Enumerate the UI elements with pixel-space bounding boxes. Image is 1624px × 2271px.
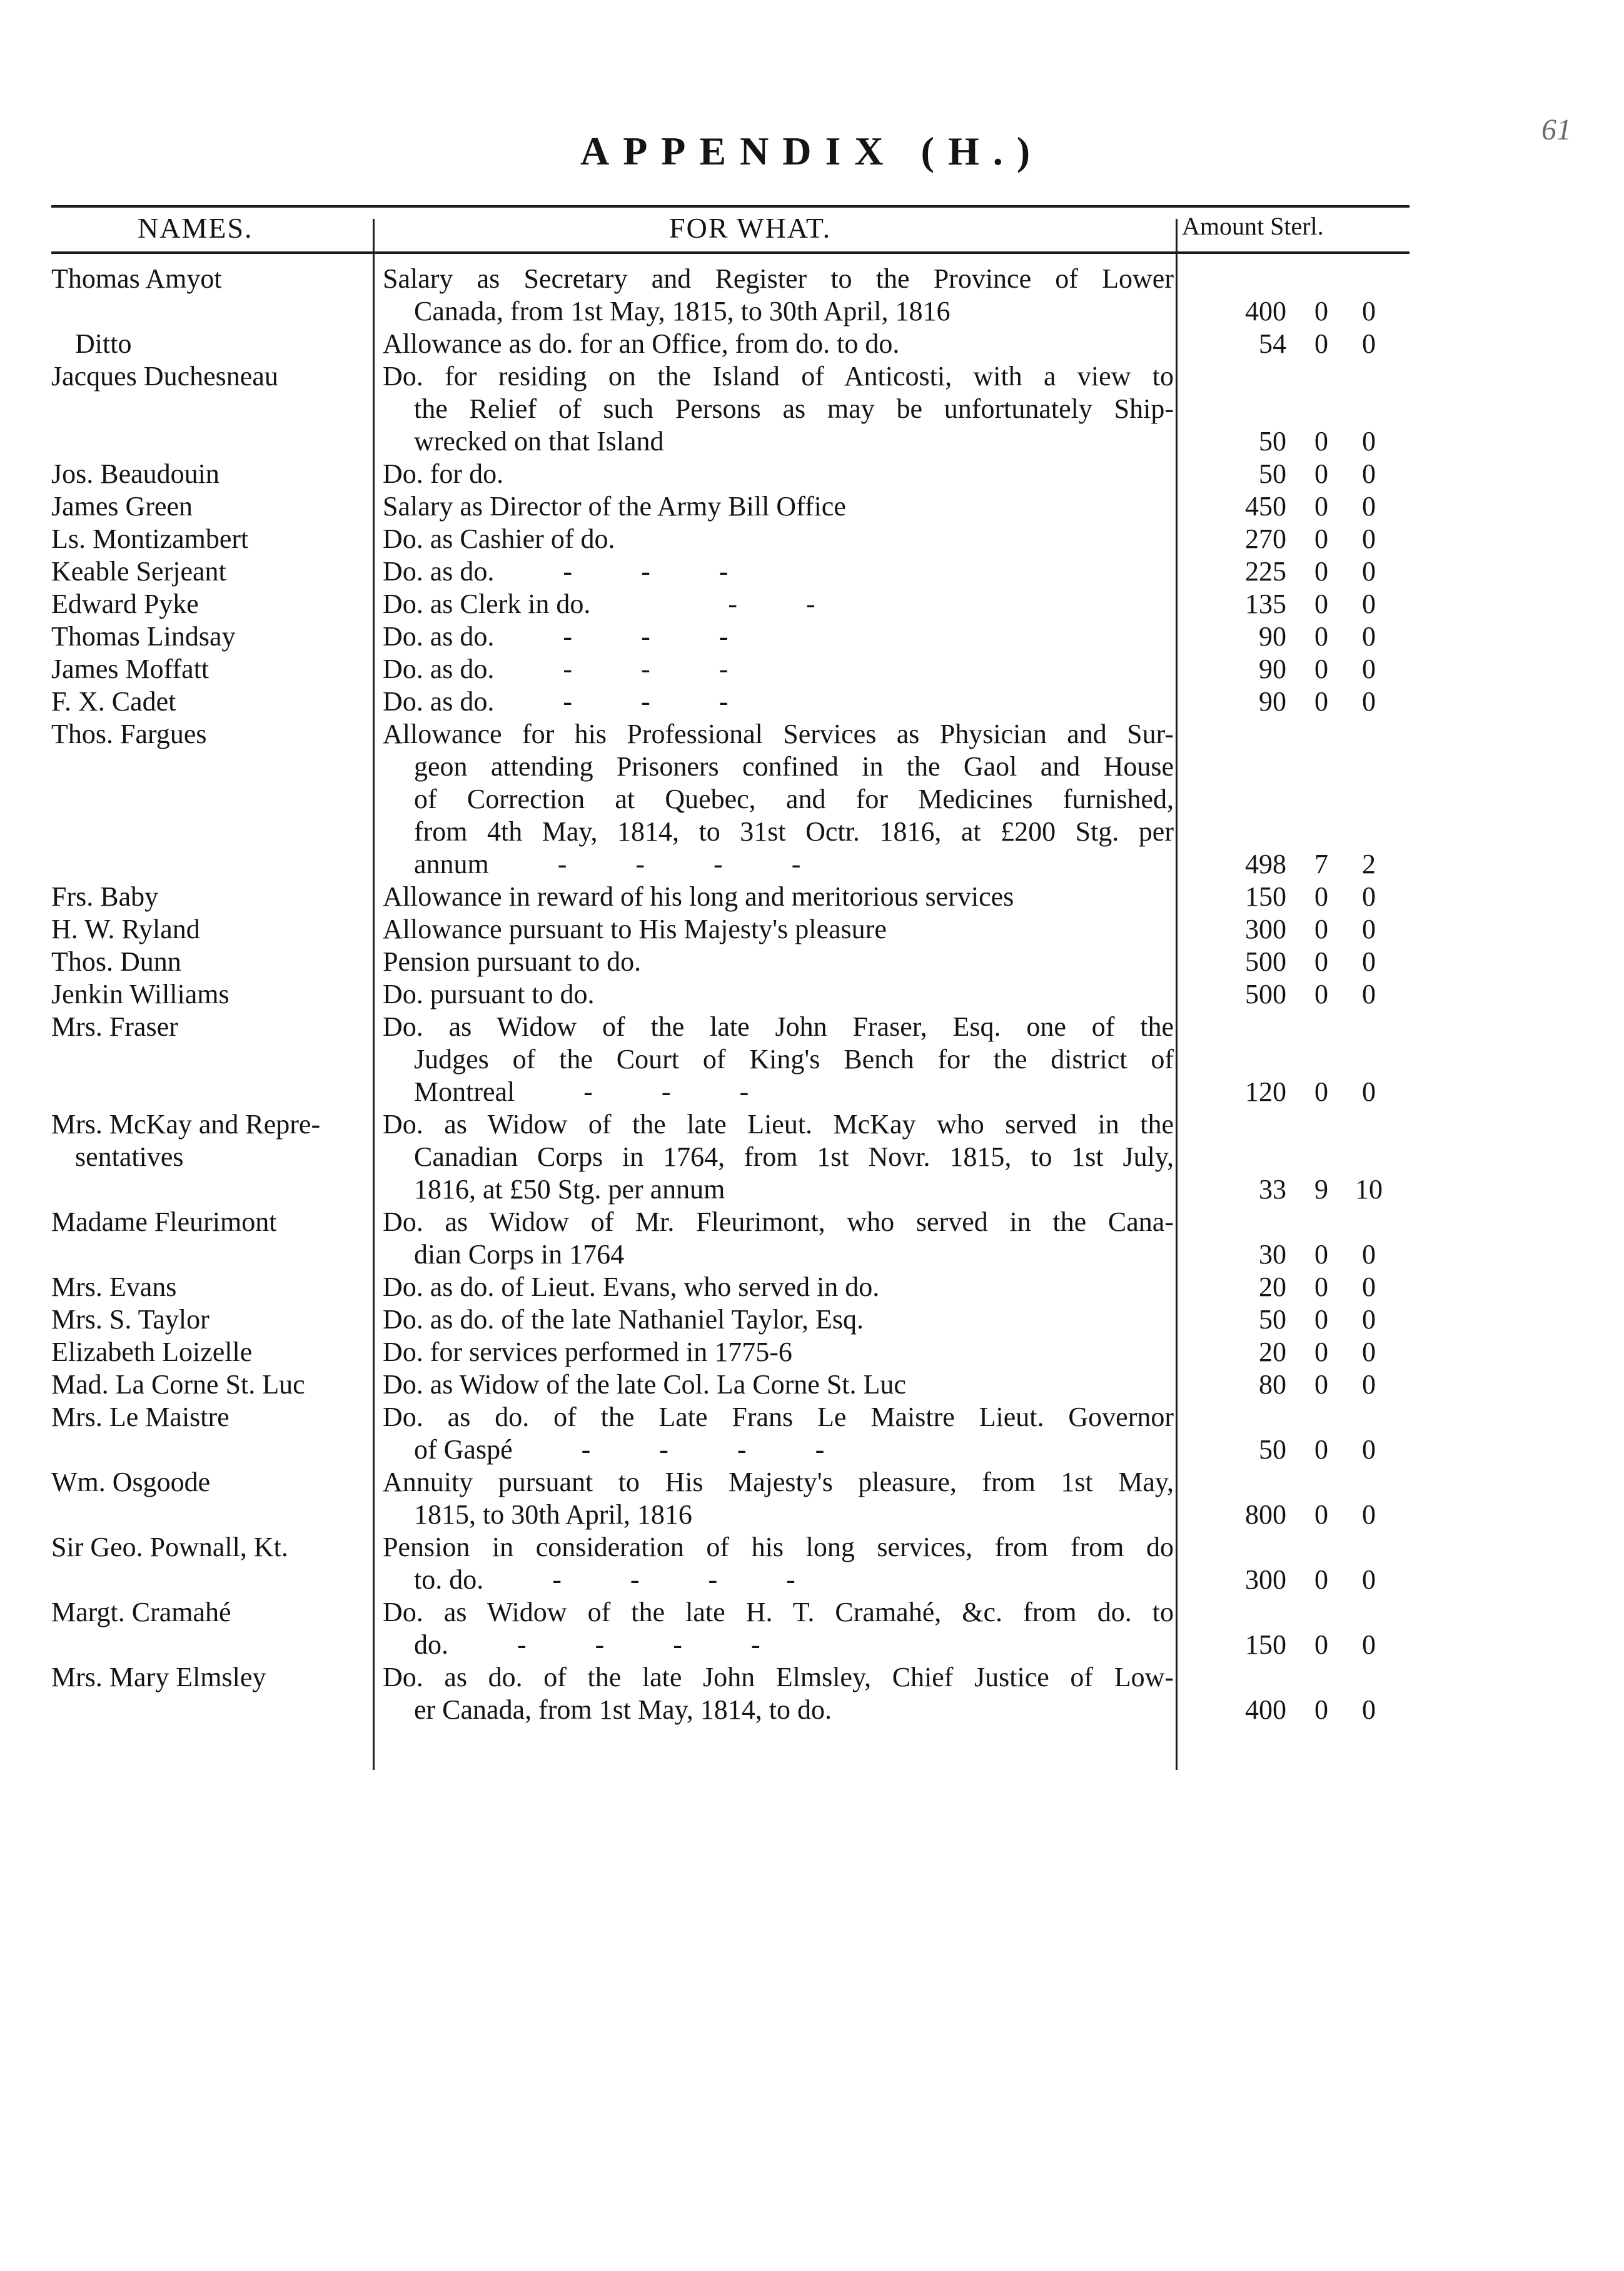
amount-pounds: 400 bbox=[1245, 296, 1286, 326]
amount-pounds: 50 bbox=[1259, 426, 1286, 457]
payment-description bbox=[383, 1466, 1174, 1531]
amount-pence: 0 bbox=[1362, 426, 1376, 457]
payee-name-line: James Moffatt bbox=[51, 654, 209, 684]
amount-shillings: 0 bbox=[1314, 1304, 1328, 1335]
payment-description-line: of Gaspé - - - - bbox=[414, 1434, 825, 1465]
amount-pence: 2 bbox=[1362, 849, 1376, 879]
payment-description-line: Do. as do. of the Late Frans Le Maistre Lieut. Governor bbox=[383, 1402, 1174, 1432]
payment-description-line: Do. as Widow of the late John Fraser, Esq. one of the bbox=[383, 1011, 1174, 1042]
header-amount-sterling: Amount Sterl. bbox=[1182, 212, 1324, 240]
payment-description-line: Do. pursuant to do. bbox=[383, 979, 595, 1009]
payee-name-line: Thos. Fargues bbox=[51, 719, 207, 749]
amount-pounds: 90 bbox=[1259, 621, 1286, 652]
payment-description-line: Allowance for his Professional Services as Physician and Sur- bbox=[383, 719, 1174, 749]
payment-description bbox=[383, 523, 1174, 555]
payee-name-line: Thomas Lindsay bbox=[51, 621, 236, 652]
header-for-what: FOR WHAT. bbox=[669, 212, 832, 244]
amount-pence: 0 bbox=[1362, 979, 1376, 1009]
amount-sterling bbox=[1191, 620, 1566, 653]
payment-description-line: Canada, from 1st May, 1815, to 30th April, 1816 bbox=[414, 296, 951, 326]
amount-pence: 0 bbox=[1362, 1694, 1376, 1725]
amount-pounds: 300 bbox=[1245, 1564, 1286, 1595]
amount-pounds: 300 bbox=[1245, 914, 1286, 944]
payee-name bbox=[51, 458, 367, 490]
payee-name bbox=[51, 1531, 367, 1564]
payment-description bbox=[383, 588, 1174, 620]
amount-pence: 0 bbox=[1362, 1239, 1376, 1270]
payee-name bbox=[51, 555, 367, 588]
payment-description bbox=[383, 1206, 1174, 1271]
payment-description bbox=[383, 1108, 1174, 1206]
payee-name bbox=[51, 1336, 367, 1368]
payee-name-line: Mrs. Fraser bbox=[51, 1011, 178, 1042]
amount-sterling bbox=[1191, 978, 1566, 1011]
amount-sterling bbox=[1191, 1173, 1566, 1206]
amount-shillings: 9 bbox=[1314, 1174, 1328, 1205]
payment-description bbox=[383, 360, 1174, 458]
payment-description bbox=[383, 328, 1174, 360]
payee-name-line: Sir Geo. Pownall, Kt. bbox=[51, 1532, 288, 1562]
payment-description-line: Do. as Clerk in do. - - bbox=[383, 589, 815, 619]
amount-pence: 0 bbox=[1362, 1499, 1376, 1530]
header-names: NAMES. bbox=[138, 212, 253, 244]
amount-pence: 0 bbox=[1362, 1434, 1376, 1465]
header-top-rule bbox=[51, 205, 1410, 208]
payee-name-line: Margt. Cramahé bbox=[51, 1597, 231, 1627]
amount-pounds: 500 bbox=[1245, 946, 1286, 977]
page-title: APPENDIX (H.) bbox=[580, 129, 1044, 173]
amount-shillings: 0 bbox=[1314, 1076, 1328, 1107]
payee-name bbox=[51, 263, 367, 295]
amount-sterling bbox=[1191, 685, 1566, 718]
amount-shillings: 0 bbox=[1314, 1564, 1328, 1595]
payee-name bbox=[51, 523, 367, 555]
payee-name bbox=[51, 588, 367, 620]
amount-sterling bbox=[1191, 1336, 1566, 1368]
amount-sterling bbox=[1191, 1238, 1566, 1271]
payee-name bbox=[51, 490, 367, 523]
payment-description-line: Allowance in reward of his long and meritorious services bbox=[383, 881, 1014, 912]
payee-name bbox=[51, 1661, 367, 1694]
payment-description-line: Do. as do. of Lieut. Evans, who served in do. bbox=[383, 1272, 880, 1302]
payee-name-line: sentatives bbox=[75, 1141, 184, 1172]
payment-description-line: Canadian Corps in 1764, from 1st Novr. 1815, to 1st July, bbox=[414, 1141, 1174, 1172]
payment-description bbox=[383, 1596, 1174, 1661]
amount-pounds: 80 bbox=[1259, 1369, 1286, 1400]
payee-name-line: Thos. Dunn bbox=[51, 946, 181, 977]
amount-pounds: 135 bbox=[1245, 589, 1286, 619]
amount-pounds: 450 bbox=[1245, 491, 1286, 522]
amount-sterling bbox=[1191, 490, 1566, 523]
payment-description bbox=[383, 1271, 1174, 1303]
amount-pounds: 400 bbox=[1245, 1694, 1286, 1725]
amount-pounds: 50 bbox=[1259, 1434, 1286, 1465]
amount-sterling bbox=[1191, 555, 1566, 588]
amount-sterling bbox=[1191, 1434, 1566, 1466]
payee-name bbox=[51, 946, 367, 978]
amount-pence: 0 bbox=[1362, 1564, 1376, 1595]
payee-name-line: Ditto bbox=[75, 328, 132, 359]
payee-name bbox=[51, 685, 367, 718]
amount-shillings: 0 bbox=[1314, 1629, 1328, 1660]
amount-sterling bbox=[1191, 1368, 1566, 1401]
amount-sterling bbox=[1191, 1076, 1566, 1108]
amount-pounds: 90 bbox=[1259, 686, 1286, 717]
amount-pounds: 90 bbox=[1259, 654, 1286, 684]
payment-description-line: the Relief of such Persons as may be unfortunately Ship- bbox=[414, 393, 1174, 424]
payee-name bbox=[51, 653, 367, 685]
payment-description-line: Annuity pursuant to His Majesty's pleasure, from 1st May, bbox=[383, 1467, 1174, 1497]
payment-description bbox=[383, 685, 1174, 718]
payee-name-line: Mrs. Evans bbox=[51, 1272, 177, 1302]
amount-sterling bbox=[1191, 425, 1566, 458]
amount-sterling bbox=[1191, 458, 1566, 490]
payment-description-line: Do. as do. - - - bbox=[383, 654, 729, 684]
payee-name bbox=[51, 881, 367, 913]
amount-pence: 0 bbox=[1362, 589, 1376, 619]
payment-description bbox=[383, 1336, 1174, 1368]
payee-name bbox=[51, 1596, 367, 1629]
amount-pence: 0 bbox=[1362, 296, 1376, 326]
amount-pence: 0 bbox=[1362, 686, 1376, 717]
amount-pence: 0 bbox=[1362, 1304, 1376, 1335]
amount-sterling bbox=[1191, 1564, 1566, 1596]
amount-sterling bbox=[1191, 1499, 1566, 1531]
payment-description bbox=[383, 458, 1174, 490]
amount-shillings: 0 bbox=[1314, 589, 1328, 619]
payment-description bbox=[383, 653, 1174, 685]
amount-sterling bbox=[1191, 1303, 1566, 1336]
payee-name bbox=[51, 1108, 367, 1173]
payment-description-line: Salary as Director of the Army Bill Office bbox=[383, 491, 846, 522]
payee-name-line: Keable Serjeant bbox=[51, 556, 226, 587]
payee-name-line: Jacques Duchesneau bbox=[51, 361, 278, 392]
amount-pounds: 225 bbox=[1245, 556, 1286, 587]
amount-pence: 0 bbox=[1362, 491, 1376, 522]
amount-shillings: 0 bbox=[1314, 1239, 1328, 1270]
amount-pounds: 20 bbox=[1259, 1337, 1286, 1367]
payment-description-line: Do. for services performed in 1775-6 bbox=[383, 1337, 792, 1367]
amount-shillings: 0 bbox=[1314, 1499, 1328, 1530]
amount-pounds: 270 bbox=[1245, 523, 1286, 554]
payee-name-line: Mrs. Le Maistre bbox=[51, 1402, 229, 1432]
amount-pence: 0 bbox=[1362, 1272, 1376, 1302]
payee-name-line: Frs. Baby bbox=[51, 881, 159, 912]
amount-shillings: 0 bbox=[1314, 556, 1328, 587]
amount-sterling bbox=[1191, 1629, 1566, 1661]
payment-description-line: Do. as Widow of Mr. Fleurimont, who served in the Cana- bbox=[383, 1206, 1174, 1237]
payment-description bbox=[383, 1661, 1174, 1726]
payment-description bbox=[383, 1011, 1174, 1108]
amount-pounds: 50 bbox=[1259, 1304, 1286, 1335]
amount-pounds: 120 bbox=[1245, 1076, 1286, 1107]
amount-shillings: 7 bbox=[1314, 849, 1328, 879]
amount-sterling bbox=[1191, 523, 1566, 555]
amount-pounds: 54 bbox=[1259, 328, 1286, 359]
amount-shillings: 0 bbox=[1314, 1369, 1328, 1400]
payment-description-line: Allowance as do. for an Office, from do. to do. bbox=[383, 328, 900, 359]
payee-name bbox=[51, 328, 367, 360]
payment-description bbox=[383, 263, 1174, 328]
amount-shillings: 0 bbox=[1314, 328, 1328, 359]
amount-sterling bbox=[1191, 653, 1566, 685]
payment-description-line: dian Corps in 1764 bbox=[414, 1239, 625, 1270]
payment-description bbox=[383, 555, 1174, 588]
payment-description-line: do. - - - - bbox=[414, 1629, 760, 1660]
amount-pounds: 800 bbox=[1245, 1499, 1286, 1530]
payment-description bbox=[383, 718, 1174, 881]
payment-description bbox=[383, 490, 1174, 523]
payment-description-line: Do. as Widow of the late Col. La Corne St. Luc bbox=[383, 1369, 906, 1400]
payment-description-line: Do. as do. - - - bbox=[383, 686, 729, 717]
payment-description-line: Do. as Widow of the late H. T. Cramahé, &c. from do. to bbox=[383, 1597, 1174, 1627]
payment-description-line: Pension pursuant to do. bbox=[383, 946, 642, 977]
payment-description-line: Salary as Secretary and Register to the Province of Lower bbox=[383, 263, 1174, 294]
amount-pence: 0 bbox=[1362, 621, 1376, 652]
amount-pence: 0 bbox=[1362, 654, 1376, 684]
amount-pence: 0 bbox=[1362, 1369, 1376, 1400]
payee-name-line: F. X. Cadet bbox=[51, 686, 176, 717]
amount-shillings: 0 bbox=[1314, 881, 1328, 912]
payment-description-line: Allowance pursuant to His Majesty's pleasure bbox=[383, 914, 887, 944]
amount-shillings: 0 bbox=[1314, 491, 1328, 522]
amount-pounds: 150 bbox=[1245, 881, 1286, 912]
amount-pence: 0 bbox=[1362, 556, 1376, 587]
payee-name bbox=[51, 360, 367, 393]
payee-name-line: Mad. La Corne St. Luc bbox=[51, 1369, 305, 1400]
payee-name-line: Ls. Montizambert bbox=[51, 523, 249, 554]
payment-description-line: 1816, at £50 Stg. per annum bbox=[414, 1174, 725, 1205]
amount-pence: 0 bbox=[1362, 1076, 1376, 1107]
amount-pounds: 50 bbox=[1259, 458, 1286, 489]
payee-name-line: Madame Fleurimont bbox=[51, 1206, 277, 1237]
payment-description bbox=[383, 1531, 1174, 1596]
payee-name-line: Jenkin Williams bbox=[51, 979, 229, 1009]
payment-description bbox=[383, 946, 1174, 978]
amount-pounds: 500 bbox=[1245, 979, 1286, 1009]
amount-pence: 0 bbox=[1362, 328, 1376, 359]
payee-name-line: Elizabeth Loizelle bbox=[51, 1337, 253, 1367]
amount-pence: 0 bbox=[1362, 946, 1376, 977]
payee-name bbox=[51, 620, 367, 653]
payment-description-line: Do. for residing on the Island of Anticosti, with a view to bbox=[383, 361, 1174, 392]
payee-name-line: Mrs. McKay and Repre- bbox=[51, 1109, 321, 1140]
payee-name bbox=[51, 913, 367, 946]
payment-description-line: from 4th May, 1814, to 31st Octr. 1816, at £200 Stg. per bbox=[414, 816, 1174, 847]
amount-shillings: 0 bbox=[1314, 654, 1328, 684]
payment-description-line: to. do. - - - - bbox=[414, 1564, 795, 1595]
payee-name-line: Thomas Amyot bbox=[51, 263, 222, 294]
amount-pence: 0 bbox=[1362, 458, 1376, 489]
amount-pounds: 498 bbox=[1245, 849, 1286, 879]
payment-description bbox=[383, 978, 1174, 1011]
payee-name bbox=[51, 1206, 367, 1238]
amount-shillings: 0 bbox=[1314, 426, 1328, 457]
names-column-divider bbox=[373, 219, 375, 1770]
payment-description-line: of Correction at Quebec, and for Medicines furnished, bbox=[414, 784, 1174, 814]
amount-shillings: 0 bbox=[1314, 296, 1328, 326]
amount-pence: 0 bbox=[1362, 881, 1376, 912]
amount-sterling bbox=[1191, 295, 1566, 328]
payment-description-line: geon attending Prisoners confined in the Gaol and House bbox=[414, 751, 1174, 782]
amount-sterling bbox=[1191, 848, 1566, 881]
payee-name-line: Jos. Beaudouin bbox=[51, 458, 219, 489]
amount-pounds: 33 bbox=[1259, 1174, 1286, 1205]
payee-name bbox=[51, 1011, 367, 1043]
amount-pence: 0 bbox=[1362, 914, 1376, 944]
amount-pounds: 30 bbox=[1259, 1239, 1286, 1270]
amount-shillings: 0 bbox=[1314, 1272, 1328, 1302]
amount-sterling bbox=[1191, 946, 1566, 978]
payee-name bbox=[51, 1271, 367, 1303]
amount-pence: 0 bbox=[1362, 523, 1376, 554]
payment-description-line: Montreal - - - bbox=[414, 1076, 749, 1107]
payment-description-line: er Canada, from 1st May, 1814, to do. bbox=[414, 1694, 832, 1725]
payment-description bbox=[383, 913, 1174, 946]
payment-description-line: Do. as do. of the late John Elmsley, Chief Justice of Low- bbox=[383, 1662, 1174, 1692]
payee-name bbox=[51, 1401, 367, 1434]
payment-description-line: 1815, to 30th April, 1816 bbox=[414, 1499, 692, 1530]
payment-description-line: Pension in consideration of his long services, from from do bbox=[383, 1532, 1174, 1562]
payment-description-line: Do. as Widow of the late Lieut. McKay who served in the bbox=[383, 1109, 1174, 1140]
payment-description bbox=[383, 1368, 1174, 1401]
payee-name bbox=[51, 1368, 367, 1401]
payee-name-line: H. W. Ryland bbox=[51, 914, 200, 944]
payee-name bbox=[51, 1303, 367, 1336]
amount-shillings: 0 bbox=[1314, 458, 1328, 489]
amount-pounds: 20 bbox=[1259, 1272, 1286, 1302]
amount-shillings: 0 bbox=[1314, 1434, 1328, 1465]
amount-sterling bbox=[1191, 588, 1566, 620]
amount-shillings: 0 bbox=[1314, 686, 1328, 717]
amount-sterling bbox=[1191, 1694, 1566, 1726]
payee-name-line: Mrs. Mary Elmsley bbox=[51, 1662, 266, 1692]
payee-name-line: Edward Pyke bbox=[51, 589, 199, 619]
payment-description bbox=[383, 1303, 1174, 1336]
amount-shillings: 0 bbox=[1314, 914, 1328, 944]
payment-description-line: Do. as Cashier of do. bbox=[383, 523, 615, 554]
payment-description-line: Do. as do. - - - bbox=[383, 621, 729, 652]
payment-description-line: Do. for do. bbox=[383, 458, 504, 489]
amount-shillings: 0 bbox=[1314, 1694, 1328, 1725]
payee-name-line: James Green bbox=[51, 491, 193, 522]
amount-shillings: 0 bbox=[1314, 621, 1328, 652]
header-bottom-rule bbox=[51, 251, 1410, 254]
amount-sterling bbox=[1191, 913, 1566, 946]
payee-name bbox=[51, 978, 367, 1011]
amount-shillings: 0 bbox=[1314, 1337, 1328, 1367]
payment-description-line: annum - - - - bbox=[414, 849, 801, 879]
payment-description bbox=[383, 1401, 1174, 1466]
amount-shillings: 0 bbox=[1314, 946, 1328, 977]
payment-description-line: Judges of the Court of King's Bench for the district of bbox=[414, 1044, 1174, 1075]
payment-description-line: Do. as do. - - - bbox=[383, 556, 729, 587]
amount-sterling bbox=[1191, 328, 1566, 360]
payee-name-line: Wm. Osgoode bbox=[51, 1467, 211, 1497]
amount-shillings: 0 bbox=[1314, 523, 1328, 554]
payment-description bbox=[383, 881, 1174, 913]
amount-pounds: 150 bbox=[1245, 1629, 1286, 1660]
payee-name bbox=[51, 718, 367, 751]
page-number-mark: 61 bbox=[1541, 113, 1571, 146]
amount-pence: 0 bbox=[1362, 1629, 1376, 1660]
amount-sterling bbox=[1191, 1271, 1566, 1303]
payment-description-line: Do. as do. of the late Nathaniel Taylor, Esq. bbox=[383, 1304, 864, 1335]
amount-pence: 0 bbox=[1362, 1337, 1376, 1367]
amount-pence: 10 bbox=[1355, 1174, 1383, 1205]
payment-description bbox=[383, 620, 1174, 653]
amount-column-divider bbox=[1176, 219, 1178, 1770]
amount-shillings: 0 bbox=[1314, 979, 1328, 1009]
amount-sterling bbox=[1191, 881, 1566, 913]
payee-name bbox=[51, 1466, 367, 1499]
payment-description-line: wrecked on that Island bbox=[414, 426, 664, 457]
payee-name-line: Mrs. S. Taylor bbox=[51, 1304, 209, 1335]
